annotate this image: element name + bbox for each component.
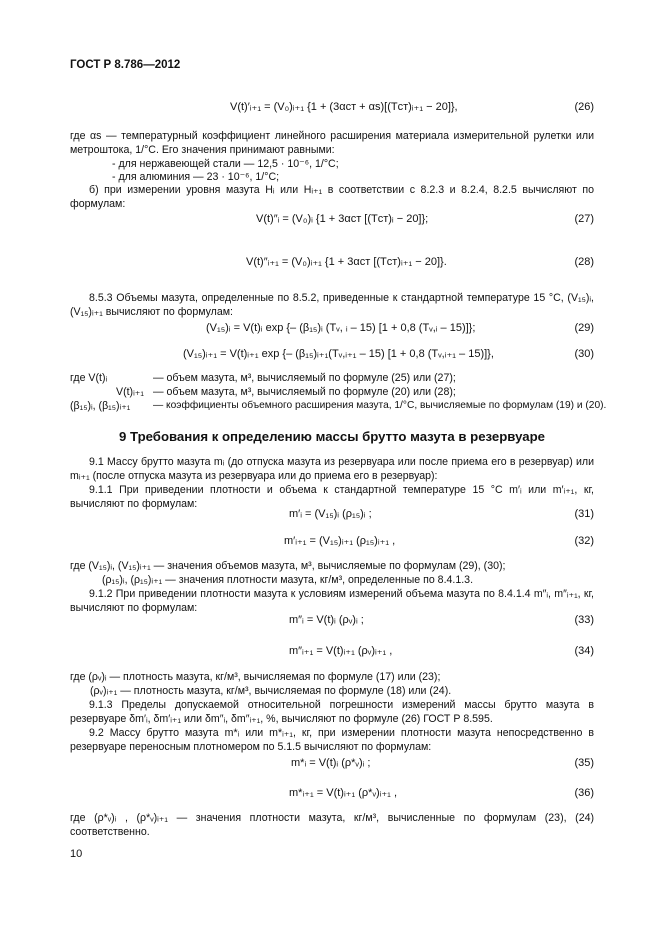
- equation-35: m*ᵢ = V(t)ᵢ (ρ*ᵥ)ᵢ ;: [291, 757, 371, 769]
- where-label-beta: (β₁₅)ᵢ, (β₁₅)ᵢ₊₁: [70, 400, 131, 412]
- where-label-vti: где V(t)ᵢ: [70, 372, 108, 384]
- equation-31: m′ᵢ = (V₁₅)ᵢ (ρ₁₅)ᵢ ;: [289, 508, 372, 520]
- where-density-star: где (ρ*ᵥ)ᵢ , (ρ*ᵥ)ᵢ₊₁ — значения плотности мазута, кг/м³, вычисленные по формулам (23), (24) соответственно.: [70, 812, 594, 838]
- equation-number-26: (26): [574, 101, 594, 113]
- where-text-beta: — коэффициенты объемного расширения мазута, 1/°С, вычисляемые по формулам (19) и (20).: [153, 400, 607, 411]
- equation-30: (V₁₅)ᵢ₊₁ = V(t)ᵢ₊₁ exp {– (β₁₅)ᵢ₊₁(Tᵥ,ᵢ₊₁ – 15) [1 + 0,8 (Tᵥ,ᵢ₊₁ – 15)]},: [183, 348, 494, 360]
- where-text-vti: — объем мазута, м³, вычисляемый по формуле (25) или (27);: [153, 372, 456, 384]
- paragraph-9-1-3: 9.1.3 Пределы допускаемой относительной погрешности измерений массы брутто мазута в резервуаре δm′ᵢ, δm′ᵢ₊₁ или δm″ᵢ, δm″ᵢ₊₁, %, вычисляют по формуле (26) ГОСТ Р 8.595.: [70, 699, 594, 725]
- page-number: 10: [70, 848, 83, 860]
- equation-36: m*ᵢ₊₁ = V(t)ᵢ₊₁ (ρ*ᵥ)ᵢ₊₁ ,: [289, 787, 398, 799]
- equation-28: V(t)″ᵢ₊₁ = (V₀)ᵢ₊₁ {1 + 3αст [(Tст)ᵢ₊₁ − 20]}.: [246, 256, 447, 268]
- equation-number-34: (34): [574, 645, 594, 657]
- paragraph-9-2: 9.2 Массу брутто мазута m*ᵢ или m*ᵢ₊₁, кг, при измерении плотности мазута непосредственно в резервуаре переносным плотномером по 5.1.5 вычисляют по формулам:: [70, 727, 594, 753]
- equation-number-33: (33): [574, 614, 594, 626]
- equation-number-36: (36): [574, 787, 594, 799]
- list-item-steel: - для нержавеющей стали — 12,5 · 10⁻⁶, 1/°С;: [112, 158, 339, 170]
- where-densities-15: (ρ₁₅)ᵢ, (ρ₁₅)ᵢ₊₁ — значения плотности мазута, кг/м³, определенные по 8.4.1.3.: [102, 574, 474, 586]
- paragraph-9-1-1: 9.1.1 При приведении плотности и объема к стандартной температуре 15 °С m′ᵢ или m′ᵢ₊₁, кг, вычисляют по формулам:: [70, 484, 594, 510]
- paragraph-8-5-3: 8.5.3 Объемы мазута, определенные по 8.5.2, приведенные к стандартной температуре 15 °С, (V₁₅)ᵢ, (V₁₅)ᵢ₊₁ вычисляют по формулам:: [70, 292, 594, 318]
- equation-33: m″ᵢ = V(t)ᵢ (ρᵥ)ᵢ ;: [289, 614, 364, 626]
- equation-34: m″ᵢ₊₁ = V(t)ᵢ₊₁ (ρᵥ)ᵢ₊₁ ,: [289, 645, 393, 657]
- equation-27: V(t)″ᵢ = (V₀)ᵢ {1 + 3αст [(Tст)ᵢ − 20]};: [256, 213, 429, 225]
- paragraph-9-1-2: 9.1.2 При приведении плотности мазута к условиям измерений объема мазута по 8.4.1.4 m″ᵢ, m″ᵢ₊₁, кг, вычисляют по формулам:: [70, 588, 594, 614]
- list-item-aluminium: - для алюминия — 23 · 10⁻⁶, 1/°С;: [112, 171, 280, 183]
- equation-26: V(t)′ᵢ₊₁ = (V₀)ᵢ₊₁ {1 + (3αст + αs)[(Tст)ᵢ₊₁ − 20]},: [230, 101, 458, 113]
- equation-number-29: (29): [574, 322, 594, 334]
- document-header: ГОСТ Р 8.786—2012: [70, 59, 181, 71]
- equation-number-35: (35): [574, 757, 594, 769]
- paragraph-b: б) при измерении уровня мазута Hᵢ или Hᵢ₊₁ в соответствии с 8.2.3 и 8.2.4, 8.2.5 вычисляют по формулам:: [70, 184, 594, 210]
- where-volumes: где (V₁₅)ᵢ, (V₁₅)ᵢ₊₁ — значения объемов мазута, м³, вычисляемые по формулам (29), (30);: [70, 560, 506, 572]
- section-9-title: 9 Требования к определению массы брутто мазута в резервуаре: [119, 429, 545, 444]
- equation-number-32: (32): [574, 535, 594, 547]
- where-text-vti1: — объем мазута, м³, вычисляемый по формуле (20) или (28);: [153, 386, 456, 398]
- paragraph-9-1: 9.1 Массу брутто мазута mᵢ (до отпуска мазута из резервуара или после приема его в резервуар) или mᵢ₊₁ (после отпуска мазута из резервуара или до приема его в резервуар):: [70, 456, 594, 482]
- equation-29: (V₁₅)ᵢ = V(t)ᵢ exp {– (β₁₅)ᵢ (Tᵥ, ᵢ – 15) [1 + 0,8 (Tᵥ,ᵢ – 15)]};: [206, 322, 476, 334]
- where-density-v-i1: (ρᵥ)ᵢ₊₁ — плотность мазута, кг/м³, вычисляемая по формуле (18) или (24).: [90, 685, 452, 697]
- paragraph-alpha-s: где αs — температурный коэффициент линейного расширения материала измерительной рулетки или метроштока, 1/°С. Его значения принимают равными:: [70, 130, 594, 156]
- equation-number-28: (28): [574, 256, 594, 268]
- where-density-v-i: где (ρᵥ)ᵢ — плотность мазута, кг/м³, вычисляемая по формуле (17) или (23);: [70, 671, 441, 683]
- equation-32: m′ᵢ₊₁ = (V₁₅)ᵢ₊₁ (ρ₁₅)ᵢ₊₁ ,: [284, 535, 396, 547]
- equation-number-31: (31): [574, 508, 594, 520]
- equation-number-27: (27): [574, 213, 594, 225]
- equation-number-30: (30): [574, 348, 594, 360]
- where-label-vti1: V(t)ᵢ₊₁: [116, 386, 144, 398]
